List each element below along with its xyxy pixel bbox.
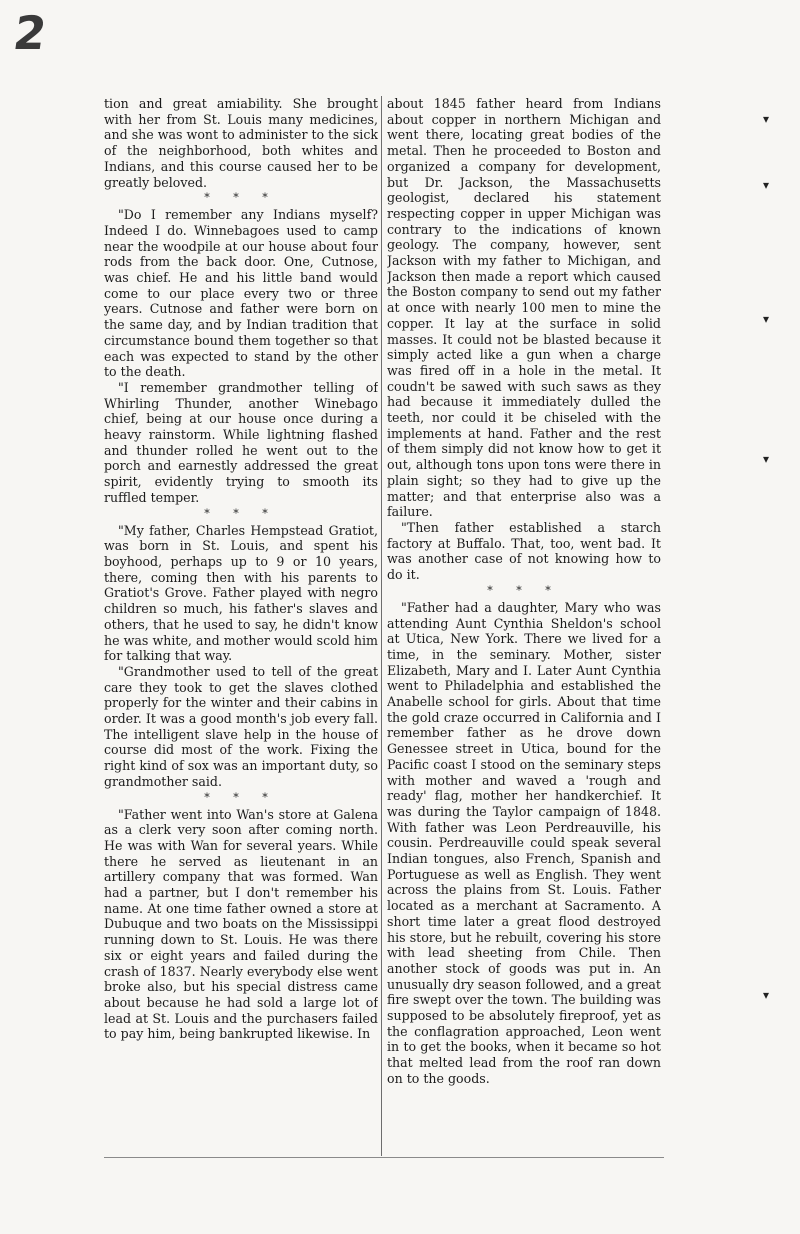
page-number: 2 xyxy=(10,6,50,60)
left-paragraph-3: "I remember grandmother telling of Whirling Thunder, another Winebago chief, being at our house once during a heavy rainstorm. While lightning flashed and thunder rolled he went out to the porch and earnestly addressed the great spirit, evidently trying to smooth its ruffled temper. xyxy=(104,379,378,505)
left-column xyxy=(104,96,378,1146)
section-separator: * * * xyxy=(487,583,561,597)
right-column xyxy=(387,96,661,1146)
margin-mark: ▾ xyxy=(763,112,770,126)
section-separator: * * * xyxy=(204,506,278,520)
section-separator: * * * xyxy=(204,790,278,804)
left-paragraph-1: tion and great amiability. She brought with her from St. Louis many medicines, and she was wont to administer to the sick of the neighborhood, both whites and Indians, and this course caused her to be greatly beloved. xyxy=(104,96,378,190)
margin-mark: ▾ xyxy=(763,312,770,326)
left-paragraph-6: "Father went into Wan's store at Galena as a clerk very soon after coming north. He was with Wan for several years. While there he served as lieutenant in an artillery company that was formed. Wan had a partner, but I don't remember his name. At one time father owned a store at Dubuque and two boats on the Mississippi running down to St. Louis. He was there six or eight years and failed during the crash of 1837. Nearly everybody else went broke also, but his special distress came about because he had sold a large lot of lead at St. Louis and the purchasers failed to pay him, being bankrupted likewise. In xyxy=(104,806,378,1042)
right-paragraph-2: "Then father established a starch factory at Buffalo. That, too, went bad. It was another case of not knowing how to do it. xyxy=(387,519,661,583)
left-paragraph-5: "Grandmother used to tell of the great care they took to get the slaves clothed properly for the winter and their cabins in order. It was a good month's job every fall. The intelligent slave help in the house of course did most of the work. Fixing the right kind of sox was an important duty, so grandmother said. xyxy=(104,663,378,789)
bottom-rule xyxy=(104,1157,664,1158)
column-divider xyxy=(381,96,382,1156)
section-separator: * * * xyxy=(204,191,278,205)
margin-mark: ▾ xyxy=(763,988,770,1002)
right-paragraph-1: about 1845 father heard from Indians about copper in northern Michigan and went there, locating great bodies of the metal. Then he proceeded to Boston and organized a company for development, but Dr. Jackson, the Massachusetts geologist, declared his statement respecting copper in upper Michigan was contrary to the indications of known geology. The company, however, sent Jackson with my father to Michigan, and Jackson then made a report which caused the Boston company to send out my father at once with nearly 100 men to mine the copper. It lay at the surface in solid masses. It could not be blasted because it simply acted like a gun when a charge was fired off in a hole in the metal. It coudn't be sawed with such saws as they had because it immediately dulled the teeth, nor could it be chiseled with the implements at hand. Father and the rest of them simply did not know how to get it out, although tons upon tons were there in plain sight; so they had to give up the matter; and that enterprise also was a failure. xyxy=(387,96,661,520)
right-paragraph-3: "Father had a daughter, Mary who was attending Aunt Cynthia Sheldon's school at Utica, New York. There we lived for a time, in the seminary. Mother, sister Elizabeth, Mary and I. Later Aunt Cynthia went to Philadelphia and established the Anabelle school for girls. About that time the gold craze occurred in California and I remember father as he drove down Genessee street in Utica, bound for the Pacific coast I stood on the seminary steps with mother and waved a 'rough and ready' flag, mother her handkerchief. It was during the Taylor campaign of 1848. With father was Leon Perdreauville, his cousin. Perdreauville could speak several Indian tongues, also French, Spanish and Portuguese as well as English. They went across the plains from St. Louis. Father located as a merchant at Sacramento. A short time later a great flood destroyed his store, but he rebuilt, covering his store with lead sheeting from Chile. Then another stock of goods was put in. An unusually dry season followed, and a great fire swept over the town. The building was supposed to be absolutely fireproof, yet as the conflagration approached, Leon went in to get the books, when it became so hot that melted lead from the roof ran down on to the goods. xyxy=(387,599,661,1086)
left-paragraph-4: "My father, Charles Hempstead Gratiot, was born in St. Louis, and spent his boyhood, perhaps up to 9 or 10 years, there, coming then with his parents to Gratiot's Grove. Father played with negro children so much, his father's slaves and others, that he used to say, he didn't know he was white, and mother would scold him for talking that way. xyxy=(104,522,378,664)
left-paragraph-2: "Do I remember any Indians myself? Indeed I do. Winnebagoes used to camp near the woodpile at our house about four rods from the back door. One, Cutnose, was chief. He and his little band would come to our place every two or three years. Cutnose and father were born on the same day, and by Indian tradition that circumstance bound them together so that each was expected to stand by the other to the death. xyxy=(104,207,378,380)
margin-mark: ▾ xyxy=(763,178,770,192)
margin-mark: ▾ xyxy=(763,452,770,466)
